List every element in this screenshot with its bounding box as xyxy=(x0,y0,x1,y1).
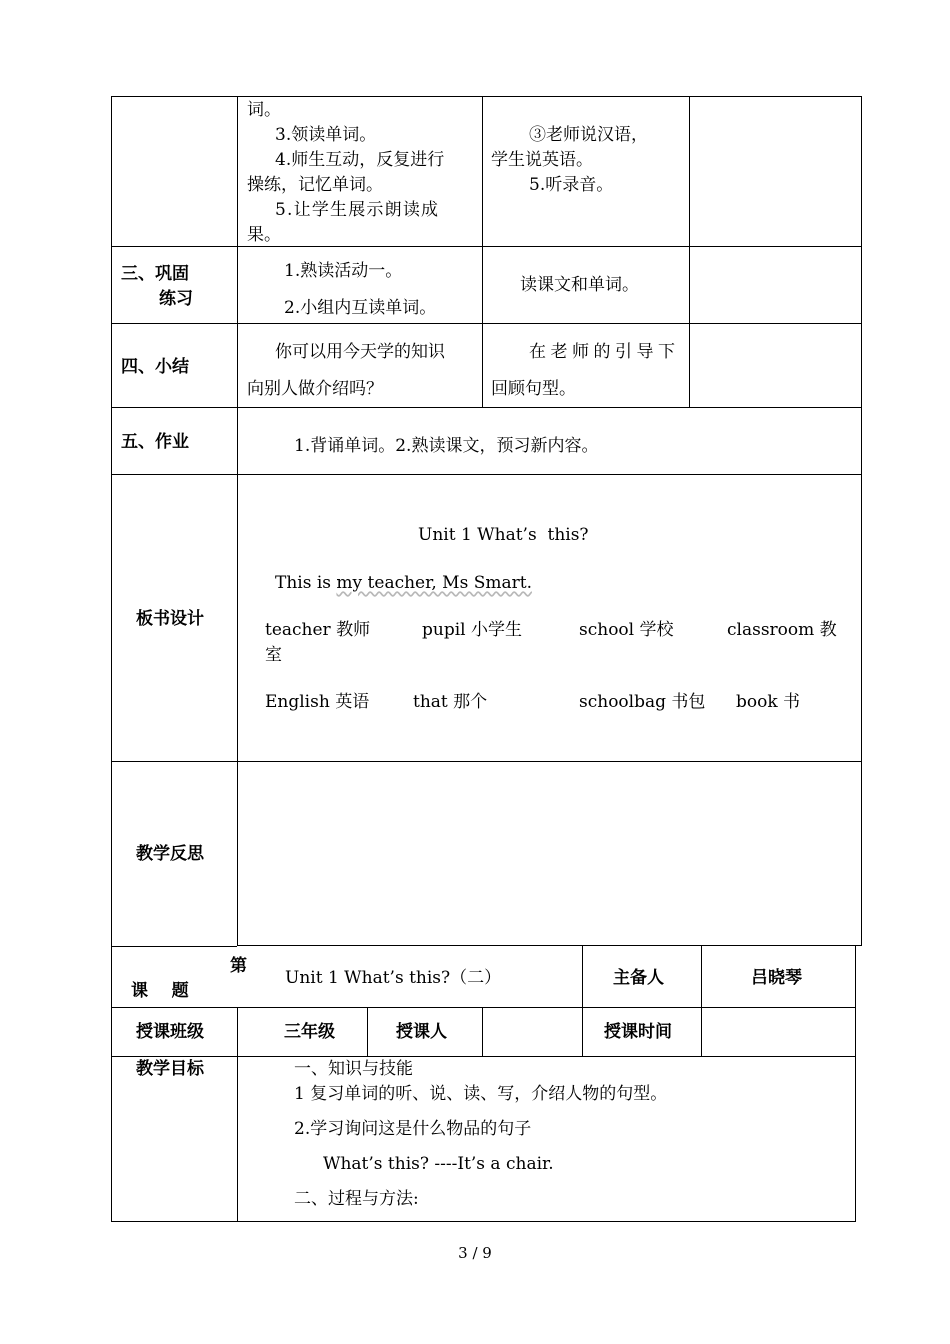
board-sentence xyxy=(275,571,532,595)
board-word: classroom 教 xyxy=(727,620,837,640)
board-word-wrap: 室 xyxy=(265,645,282,665)
consolidate-student-text: 读课文和单词。 xyxy=(520,275,639,295)
homework-content: 1.背诵单词。2.熟读课文，预习新内容。 xyxy=(294,436,599,456)
summary-student-line: 在老师的引导下 xyxy=(529,342,680,362)
preparer-label: 主备人 xyxy=(613,968,664,988)
board-word: schoolbag 书包 xyxy=(579,692,706,712)
row-label-homework: 五、作业 xyxy=(121,432,189,452)
activity-line: 4.师生互动，反复进行 xyxy=(275,150,445,170)
activity-line: 果。 xyxy=(247,225,281,245)
row-label-consolidate-line2: 练习 xyxy=(159,289,193,309)
board-sentence-start: This is xyxy=(275,573,337,593)
table-border xyxy=(111,761,862,762)
board-word: teacher 教师 xyxy=(265,620,371,640)
summary-student-line: 回顾句型。 xyxy=(491,379,576,399)
summary-teacher-line: 你可以用今天学的知识 xyxy=(275,342,445,362)
activity-line: ③老师说汉语， xyxy=(529,125,648,145)
lesson-number-char: 第 xyxy=(230,956,247,976)
row-label-board-design: 板书设计 xyxy=(136,609,204,629)
table-border xyxy=(111,323,862,324)
class-value: 三年级 xyxy=(284,1022,335,1042)
board-word: English 英语 xyxy=(265,692,370,712)
page-number: 3 / 9 xyxy=(458,1244,492,1262)
table-border xyxy=(237,1007,238,1222)
table-border xyxy=(701,946,702,1057)
row-label-summary: 四、小结 xyxy=(121,357,189,377)
consolidate-teacher-line: 1.熟读活动一。 xyxy=(284,261,403,281)
board-word: that 那个 xyxy=(413,692,488,712)
table-border xyxy=(111,474,862,475)
teacher-label: 授课人 xyxy=(396,1022,447,1042)
board-sentence-underlined: my teacher, Ms Smart. xyxy=(336,573,532,593)
summary-teacher-line: 向别人做介绍吗？ xyxy=(247,379,383,399)
activity-line: 3.领读单词。 xyxy=(275,125,377,145)
table-border xyxy=(111,1007,855,1008)
preparer-value: 吕晓琴 xyxy=(751,968,802,988)
class-label: 授课班级 xyxy=(136,1022,204,1042)
activity-line: 操练，记忆单词。 xyxy=(247,175,383,195)
board-word: pupil 小学生 xyxy=(422,620,522,640)
table-border xyxy=(111,1056,855,1057)
table-border xyxy=(237,945,862,946)
table-border xyxy=(582,946,583,1057)
activity-line: 5.听录音。 xyxy=(529,175,614,195)
activity-line: 词。 xyxy=(247,100,281,120)
objective-line: 1 复习单词的听、说、读、写，介绍人物的句型。 xyxy=(294,1084,668,1104)
table-border xyxy=(367,1007,368,1057)
activity-line: 5.让学生展示朗读成 xyxy=(275,200,440,220)
table-border xyxy=(861,96,862,946)
table-border xyxy=(689,96,690,408)
board-word: school 学校 xyxy=(579,620,674,640)
board-word: book 书 xyxy=(736,692,801,712)
row-label-reflection: 教学反思 xyxy=(136,844,204,864)
table-border xyxy=(482,96,483,408)
objective-line: 2.学习询问这是什么物品的句子 xyxy=(294,1119,532,1139)
table-border xyxy=(237,96,238,946)
board-title: Unit 1 What’s this? xyxy=(418,525,589,545)
table-border xyxy=(855,946,856,1222)
table-border xyxy=(111,946,237,947)
activity-line: 学生说英语。 xyxy=(491,150,593,170)
table-border xyxy=(482,1007,483,1057)
table-border xyxy=(111,96,112,1222)
table-border xyxy=(111,1221,856,1222)
table-border xyxy=(111,407,862,408)
objective-line: What’s this? ----It’s a chair. xyxy=(323,1154,554,1174)
topic-value: Unit 1 What’s this?（二） xyxy=(285,968,502,988)
objectives-label: 教学目标 xyxy=(136,1059,204,1079)
time-label: 授课时间 xyxy=(604,1022,672,1042)
row-label-consolidate: 三、巩固 xyxy=(121,264,189,284)
table-border xyxy=(111,246,862,247)
table-border xyxy=(111,96,862,97)
consolidate-teacher-line: 2.小组内互读单词。 xyxy=(284,298,437,318)
objective-line: 一、知识与技能 xyxy=(294,1059,413,1079)
topic-label: 课 题 xyxy=(131,981,189,1001)
objective-line: 二、过程与方法: xyxy=(294,1189,419,1209)
